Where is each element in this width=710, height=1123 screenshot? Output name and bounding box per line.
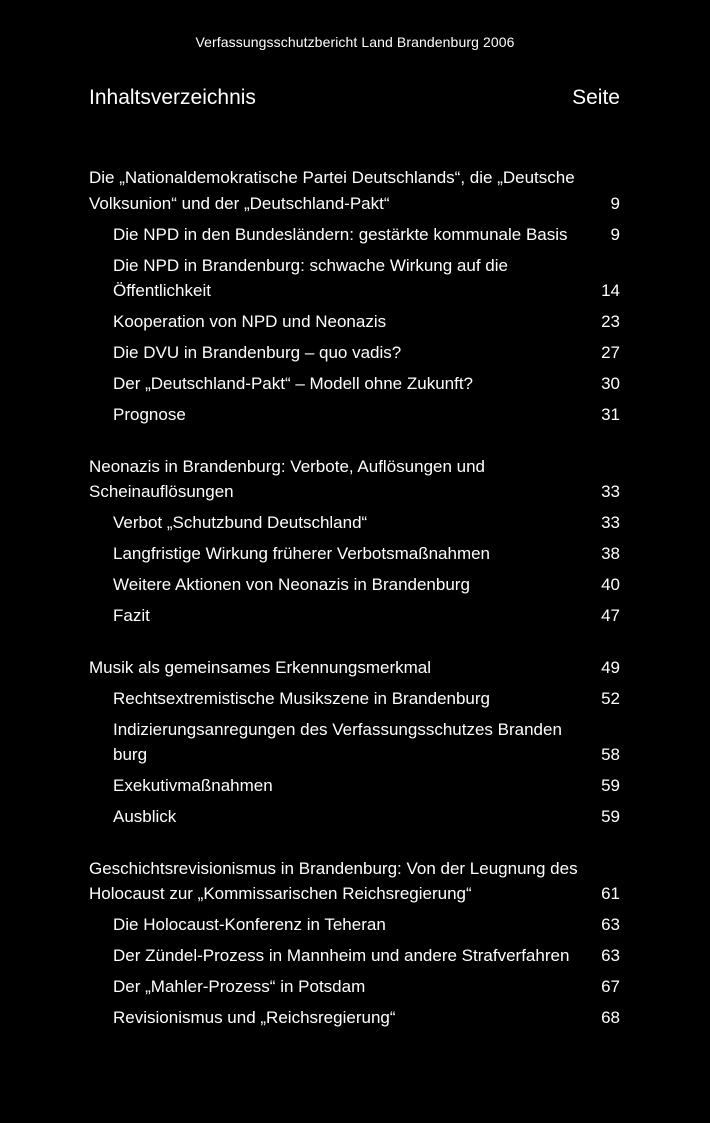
toc-subsection-entry[interactable] — [89, 253, 620, 304]
page-column-label: Seite — [572, 86, 620, 109]
toc-subsection-entry[interactable] — [89, 510, 620, 536]
toc-subsection-entry[interactable] — [89, 943, 620, 969]
toc-subsection-entry[interactable] — [89, 371, 620, 397]
table-of-contents — [89, 165, 620, 1057]
chapter-title: Geschichtsrevisionismus in Brandenburg: Von der Leugnung des Holocaust zur „Kommissarischen Reichsregierung“ — [89, 858, 578, 903]
toc-subsection-entry[interactable] — [89, 222, 620, 248]
subsection-title: Indizierungsanregungen des Verfassungsschutzes Branden burg — [113, 719, 562, 764]
toc-title: Inhaltsverzeichnis — [89, 86, 256, 109]
subsection-title: Ausblick — [113, 807, 177, 826]
subsection-page-number: 67 — [601, 977, 620, 996]
subsection-title: Die NPD in Brandenburg: schwache Wirkung auf die Öffentlichkeit — [113, 255, 508, 300]
toc-subsection-entry[interactable] — [89, 572, 620, 598]
subsection-page-number: 9 — [610, 224, 620, 244]
toc-chapter-entry[interactable] — [89, 655, 620, 681]
subsection-title: Verbot „Schutzbund Deutschland“ — [113, 513, 368, 532]
subsection-page-number: 33 — [601, 513, 620, 532]
subsection-title: Die NPD in den Bundesländern: gestärkte kommunale Basis — [113, 224, 568, 244]
toc-chapter-entry[interactable] — [89, 856, 620, 907]
subsection-page-number: 38 — [601, 544, 620, 563]
toc-subsection-entry[interactable] — [89, 686, 620, 712]
toc-subsection-entry[interactable] — [89, 340, 620, 366]
toc-subsection-entry[interactable] — [89, 804, 620, 830]
subsection-page-number: 63 — [601, 946, 620, 965]
toc-subsection-entry[interactable] — [89, 541, 620, 567]
subsection-title: Der „Deutschland-Pakt“ – Modell ohne Zukunft? — [113, 374, 474, 393]
toc-section — [89, 165, 620, 428]
toc-subsection-entry[interactable] — [89, 773, 620, 799]
subsection-page-number: 27 — [601, 343, 620, 362]
subsection-title: Fazit — [113, 606, 150, 625]
subsection-page-number: 31 — [601, 405, 620, 424]
toc-subsection-entry[interactable] — [89, 1005, 620, 1031]
subsection-page-number: 63 — [601, 915, 620, 934]
toc-section — [89, 856, 620, 1031]
subsection-title: Prognose — [113, 405, 186, 424]
subsection-page-number: 52 — [601, 688, 620, 708]
running-head: Verfassungsschutzbericht Land Brandenburg 2006 — [195, 34, 515, 50]
subsection-title: Die Holocaust-Konferenz in Teheran — [113, 915, 386, 934]
subsection-page-number: 68 — [601, 1008, 620, 1027]
subsection-page-number: 59 — [601, 776, 620, 795]
subsection-title: Rechtsextremistische Musikszene in Brandenburg — [113, 688, 491, 708]
chapter-page-number: 61 — [601, 884, 620, 903]
toc-section — [89, 655, 620, 830]
chapter-title: Die „Nationaldemokratische Partei Deutschlands“, die „Deutsche Volksunion“ und der „Deutschland-Pakt“ — [89, 168, 575, 213]
subsection-title: Exekutivmaßnahmen — [113, 776, 273, 795]
toc-subsection-entry[interactable] — [89, 717, 620, 768]
subsection-page-number: 47 — [601, 606, 620, 625]
toc-subsection-entry[interactable] — [89, 912, 620, 938]
subsection-page-number: 14 — [601, 281, 620, 300]
subsection-page-number: 59 — [601, 807, 620, 826]
toc-section — [89, 454, 620, 629]
subsection-title: Die DVU in Brandenburg – quo vadis? — [113, 343, 402, 362]
toc-header — [89, 86, 620, 110]
chapter-page-number: 33 — [601, 482, 620, 501]
chapter-page-number: 49 — [601, 657, 620, 677]
subsection-title: Der Zündel-Prozess in Mannheim und andere Strafverfahren — [113, 946, 570, 965]
toc-subsection-entry[interactable] — [89, 603, 620, 629]
chapter-title: Musik als gemeinsames Erkennungsmerkmal — [89, 657, 432, 677]
subsection-page-number: 23 — [601, 312, 620, 331]
subsection-title: Langfristige Wirkung früherer Verbotsmaßnahmen — [113, 544, 491, 563]
subsection-page-number: 40 — [601, 575, 620, 594]
toc-subsection-entry[interactable] — [89, 974, 620, 1000]
subsection-title: Weitere Aktionen von Neonazis in Brandenburg — [113, 575, 470, 594]
toc-chapter-entry[interactable] — [89, 165, 620, 216]
toc-chapter-entry[interactable] — [89, 454, 620, 505]
subsection-page-number: 30 — [601, 374, 620, 393]
chapter-title: Neonazis in Brandenburg: Verbote, Auflösungen und Scheinauflösungen — [89, 456, 486, 501]
subsection-title: Kooperation von NPD und Neonazis — [113, 312, 387, 331]
subsection-title: Revisionismus und „Reichsregierung“ — [113, 1008, 396, 1027]
toc-subsection-entry[interactable] — [89, 402, 620, 428]
toc-subsection-entry[interactable] — [89, 309, 620, 335]
chapter-page-number: 9 — [610, 193, 620, 213]
subsection-page-number: 58 — [601, 745, 620, 764]
subsection-title: Der „Mahler-Prozess“ in Potsdam — [113, 977, 366, 996]
